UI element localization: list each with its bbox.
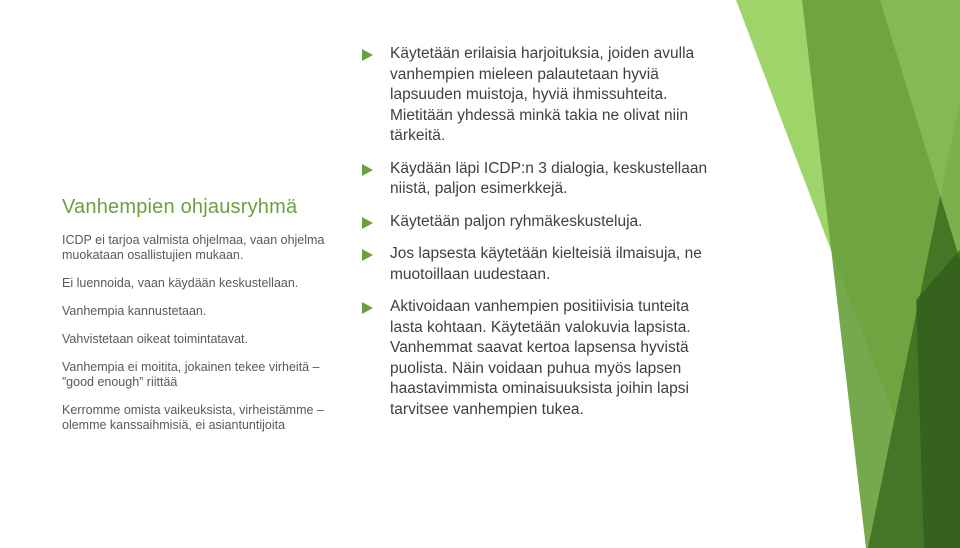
bullet-item — [362, 44, 714, 147]
triangle-arrow-icon — [362, 49, 373, 61]
bullet-text: Aktivoidaan vanhempien positiivisia tunteita lasta kohtaan. Käytetään valokuvia lapsista. Vanhemmat saavat kertoa lapsensa hyvistä puolista. Näin voidaan puhua myös lapsen haastavimmista ominaisuuksista joihin lapsi tarvitsee vanhempien tukea. — [390, 298, 691, 418]
left-paragraph: Kerromme omista vaikeuksista, virheistämme – olemme kanssaihmisiä, ei asiantuntijoita — [62, 403, 324, 432]
bullet-text: Käydään läpi ICDP:n 3 dialogia, keskustellaan niistä, paljon esimerkkejä. — [390, 159, 708, 197]
triangle-arrow-icon — [362, 164, 373, 176]
triangle-arrow-icon — [362, 217, 373, 229]
bullet-item — [362, 297, 714, 420]
bullet-item — [362, 244, 714, 285]
left-paragraph: Vanhempia ei moitita, jokainen tekee virheitä – ”good enough” riittää — [62, 360, 320, 389]
triangle-arrow-icon — [362, 249, 373, 261]
bullet-item — [362, 159, 714, 200]
left-paragraph: Vanhempia kannustetaan. — [62, 304, 207, 318]
bullet-text: Jos lapsesta käytetään kielteisiä ilmaisuja, ne muotoillaan uudestaan. — [390, 245, 702, 283]
left-paragraph: Vahvistetaan oikeat toimintatavat. — [62, 332, 248, 346]
left-paragraph: Ei luennoida, vaan käydään keskustellaan. — [62, 276, 299, 290]
bullet-item — [362, 212, 714, 233]
bullet-text: Käytetään paljon ryhmäkeskusteluja. — [390, 212, 643, 230]
bullet-text: Käytetään erilaisia harjoituksia, joiden avulla vanhempien mieleen palautetaan hyviä lapsuuden muistoja, hyviä ihmissuhteita. Mietitään yhdessä minkä takia ne olivat niin tärkeitä. — [390, 45, 695, 144]
left-paragraph: ICDP ei tarjoa valmista ohjelmaa, vaan ohjelma muokataan osallistujien mukaan. — [62, 233, 325, 262]
right-bullet-list — [362, 44, 714, 432]
facet-5 — [916, 250, 960, 548]
triangle-arrow-icon — [362, 302, 373, 314]
left-title: Vanhempien ohjausryhmä — [62, 196, 298, 218]
left-column — [62, 196, 352, 446]
